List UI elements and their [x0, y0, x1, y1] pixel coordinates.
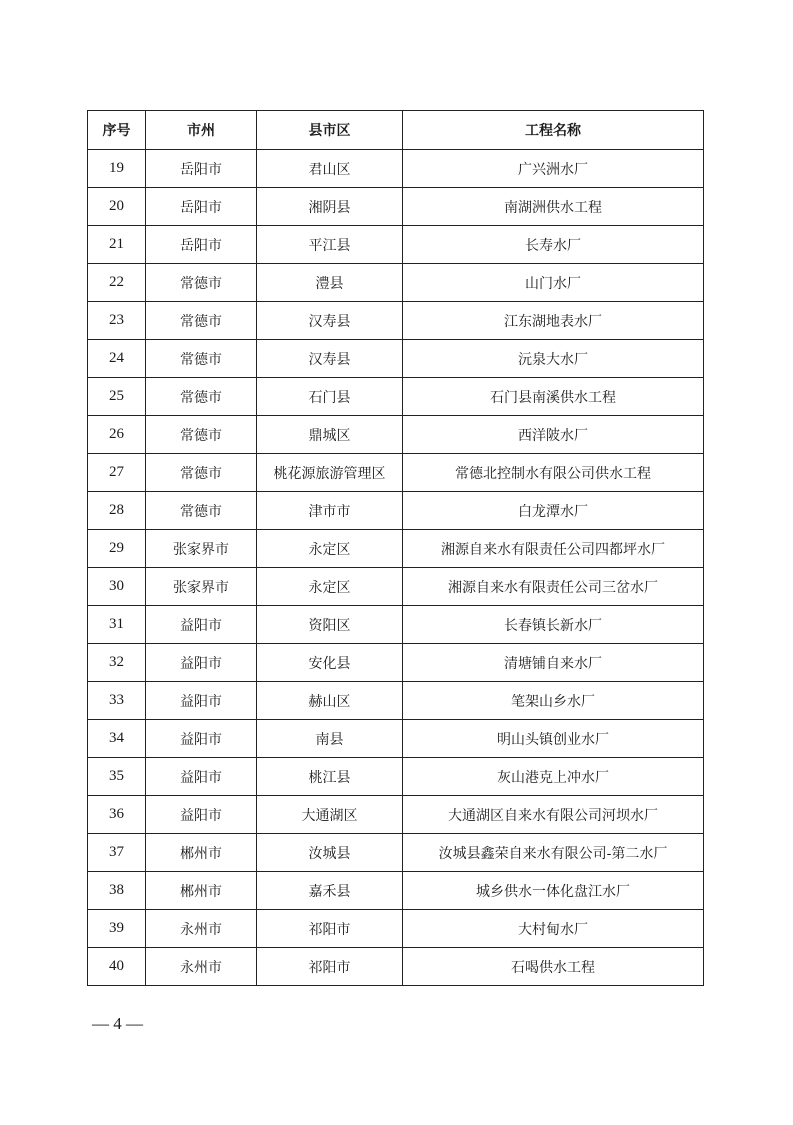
row-county-cell: 永定区: [257, 530, 403, 568]
page-number: — 4 —: [92, 1014, 143, 1033]
row-seq-cell: 28: [88, 492, 146, 530]
row-county-cell: 祁阳市: [257, 910, 403, 948]
row-seq-cell: 22: [88, 264, 146, 302]
row-county-cell: 汝城县: [257, 834, 403, 872]
table-row: [88, 606, 704, 644]
row-seq-cell: 20: [88, 188, 146, 226]
row-city-cell: 常德市: [146, 492, 257, 530]
header-seq: 序号: [88, 111, 146, 150]
row-project-cell: 长寿水厂: [403, 226, 704, 264]
row-city-cell: 常德市: [146, 454, 257, 492]
row-city-cell: 常德市: [146, 340, 257, 378]
row-seq-cell: 25: [88, 378, 146, 416]
row-county-cell: 永定区: [257, 568, 403, 606]
row-seq-cell: 35: [88, 758, 146, 796]
row-county-cell: 嘉禾县: [257, 872, 403, 910]
row-seq-cell: 32: [88, 644, 146, 682]
table-row: [88, 758, 704, 796]
table-row: [88, 378, 704, 416]
row-project-cell: 大通湖区自来水有限公司河坝水厂: [403, 796, 704, 834]
row-county-cell: 石门县: [257, 378, 403, 416]
row-project-cell: 大村甸水厂: [403, 910, 704, 948]
row-city-cell: 张家界市: [146, 568, 257, 606]
table-row: [88, 226, 704, 264]
table-row: [88, 796, 704, 834]
row-seq-cell: 37: [88, 834, 146, 872]
table-row: [88, 340, 704, 378]
row-seq-cell: 23: [88, 302, 146, 340]
row-county-cell: 南县: [257, 720, 403, 758]
row-city-cell: 常德市: [146, 302, 257, 340]
row-county-cell: 湘阴县: [257, 188, 403, 226]
row-county-cell: 汉寿县: [257, 302, 403, 340]
row-city-cell: 常德市: [146, 416, 257, 454]
row-county-cell: 安化县: [257, 644, 403, 682]
row-seq-cell: 39: [88, 910, 146, 948]
table-row: [88, 302, 704, 340]
table-row: [88, 530, 704, 568]
header-city: 市州: [146, 111, 257, 150]
row-county-cell: 资阳区: [257, 606, 403, 644]
row-county-cell: 祁阳市: [257, 948, 403, 986]
row-project-cell: 白龙潭水厂: [403, 492, 704, 530]
row-county-cell: 平江县: [257, 226, 403, 264]
table-row: [88, 416, 704, 454]
row-county-cell: 桃江县: [257, 758, 403, 796]
row-county-cell: 赫山区: [257, 682, 403, 720]
row-city-cell: 岳阳市: [146, 150, 257, 188]
table-row: [88, 834, 704, 872]
row-project-cell: 常德北控制水有限公司供水工程: [403, 454, 704, 492]
row-seq-cell: 33: [88, 682, 146, 720]
row-project-cell: 西洋陂水厂: [403, 416, 704, 454]
row-project-cell: 广兴洲水厂: [403, 150, 704, 188]
row-county-cell: 君山区: [257, 150, 403, 188]
table-row: [88, 948, 704, 986]
row-city-cell: 永州市: [146, 910, 257, 948]
header-county: 县市区: [257, 111, 403, 150]
row-project-cell: 清塘铺自来水厂: [403, 644, 704, 682]
row-project-cell: 笔架山乡水厂: [403, 682, 704, 720]
row-county-cell: 鼎城区: [257, 416, 403, 454]
table-header-row: [88, 111, 704, 150]
row-county-cell: 大通湖区: [257, 796, 403, 834]
row-city-cell: 岳阳市: [146, 226, 257, 264]
row-project-cell: 城乡供水一体化盘江水厂: [403, 872, 704, 910]
row-project-cell: 沅泉大水厂: [403, 340, 704, 378]
row-city-cell: 益阳市: [146, 758, 257, 796]
table-row: [88, 910, 704, 948]
row-seq-cell: 31: [88, 606, 146, 644]
table-row: [88, 492, 704, 530]
table-body: [88, 150, 704, 986]
table-row: [88, 188, 704, 226]
row-seq-cell: 19: [88, 150, 146, 188]
row-project-cell: 南湖洲供水工程: [403, 188, 704, 226]
row-city-cell: 郴州市: [146, 872, 257, 910]
row-seq-cell: 29: [88, 530, 146, 568]
row-city-cell: 常德市: [146, 378, 257, 416]
row-seq-cell: 26: [88, 416, 146, 454]
row-project-cell: 明山头镇创业水厂: [403, 720, 704, 758]
row-project-cell: 汝城县鑫荣自来水有限公司-第二水厂: [403, 834, 704, 872]
row-project-cell: 长春镇长新水厂: [403, 606, 704, 644]
row-county-cell: 澧县: [257, 264, 403, 302]
row-project-cell: 湘源自来水有限责任公司三岔水厂: [403, 568, 704, 606]
row-city-cell: 郴州市: [146, 834, 257, 872]
row-seq-cell: 21: [88, 226, 146, 264]
row-project-cell: 江东湖地表水厂: [403, 302, 704, 340]
row-city-cell: 岳阳市: [146, 188, 257, 226]
row-project-cell: 石门县南溪供水工程: [403, 378, 704, 416]
row-project-cell: 石喝供水工程: [403, 948, 704, 986]
table-row: [88, 568, 704, 606]
row-seq-cell: 24: [88, 340, 146, 378]
row-seq-cell: 40: [88, 948, 146, 986]
row-project-cell: 湘源自来水有限责任公司四都坪水厂: [403, 530, 704, 568]
table-row: [88, 872, 704, 910]
row-seq-cell: 34: [88, 720, 146, 758]
row-county-cell: 津市市: [257, 492, 403, 530]
row-county-cell: 桃花源旅游管理区: [257, 454, 403, 492]
table-row: [88, 150, 704, 188]
row-city-cell: 益阳市: [146, 796, 257, 834]
table-row: [88, 454, 704, 492]
row-seq-cell: 36: [88, 796, 146, 834]
table-row: [88, 644, 704, 682]
row-city-cell: 益阳市: [146, 606, 257, 644]
table-row: [88, 264, 704, 302]
row-city-cell: 益阳市: [146, 720, 257, 758]
row-seq-cell: 27: [88, 454, 146, 492]
row-city-cell: 永州市: [146, 948, 257, 986]
row-city-cell: 张家界市: [146, 530, 257, 568]
row-seq-cell: 30: [88, 568, 146, 606]
water-project-table: [87, 110, 704, 986]
table-row: [88, 720, 704, 758]
row-city-cell: 常德市: [146, 264, 257, 302]
row-city-cell: 益阳市: [146, 644, 257, 682]
row-project-cell: 灰山港克上冲水厂: [403, 758, 704, 796]
row-seq-cell: 38: [88, 872, 146, 910]
row-project-cell: 山门水厂: [403, 264, 704, 302]
row-city-cell: 益阳市: [146, 682, 257, 720]
row-county-cell: 汉寿县: [257, 340, 403, 378]
table-row: [88, 682, 704, 720]
header-project: 工程名称: [403, 111, 704, 150]
